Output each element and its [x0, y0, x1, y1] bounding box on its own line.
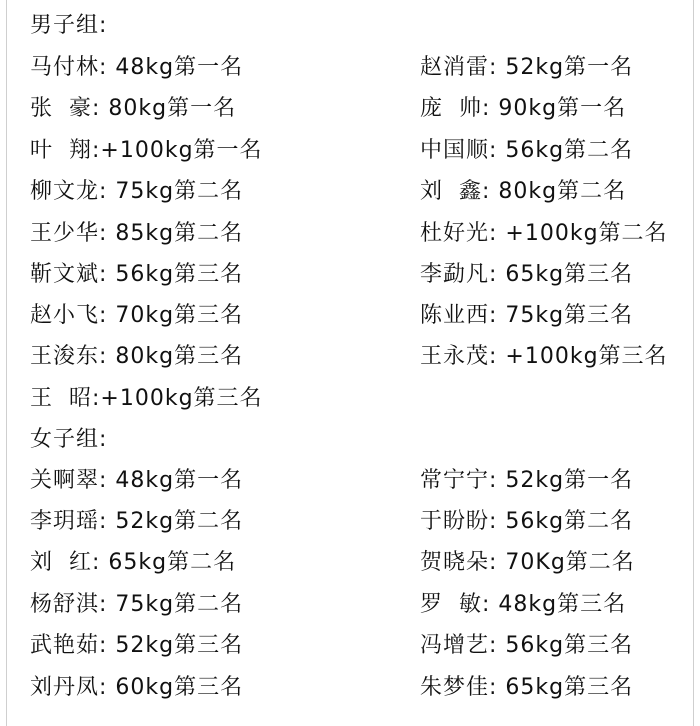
- men-left-row: 柳文龙: 75kg第二名: [30, 179, 244, 204]
- women-right-row: 罗 敏: 48kg第三名: [420, 592, 627, 617]
- women-right-row: 贺晓朵: 70Kg第二名: [420, 550, 635, 575]
- men-right-row: 李勐凡: 65kg第三名: [420, 262, 634, 287]
- women-left-row: 刘丹凤: 60kg第三名: [30, 675, 244, 700]
- men-right-row: 杜好光: +100kg第二名: [420, 221, 668, 246]
- women-right-row: 于盼盼: 56kg第二名: [420, 509, 634, 534]
- men-left-row: 靳文斌: 56kg第三名: [30, 262, 244, 287]
- men-left-row: 叶 翔:+100kg第一名: [30, 138, 263, 163]
- women-right-row: 常宁宁: 52kg第一名: [420, 468, 634, 493]
- men-right-row: 庞 帅: 90kg第一名: [420, 96, 627, 121]
- women-section-heading: 女子组:: [30, 427, 108, 452]
- men-left-row: 马付林: 48kg第一名: [30, 55, 244, 80]
- men-right-row: 刘 鑫: 80kg第二名: [420, 179, 627, 204]
- women-right-row: 朱梦佳: 65kg第三名: [420, 675, 634, 700]
- men-right-row: 赵消雷: 52kg第一名: [420, 55, 634, 80]
- men-left-row: 王 昭:+100kg第三名: [30, 386, 263, 411]
- men-left-row: 赵小飞: 70kg第三名: [30, 303, 244, 328]
- men-section-heading: 男子组:: [30, 13, 108, 38]
- men-left-row: 张 豪: 80kg第一名: [30, 96, 237, 121]
- men-right-row: 陈业西: 75kg第三名: [420, 303, 634, 328]
- women-left-row: 杨舒淇: 75kg第二名: [30, 592, 244, 617]
- women-right-row: 冯增艺: 56kg第三名: [420, 633, 634, 658]
- men-left-row: 王少华: 85kg第二名: [30, 221, 244, 246]
- men-left-row: 王浚东: 80kg第三名: [30, 344, 244, 369]
- women-left-row: 武艳茹: 52kg第三名: [30, 633, 244, 658]
- women-left-row: 李玥瑶: 52kg第二名: [30, 509, 244, 534]
- women-left-row: 关啊翠: 48kg第一名: [30, 468, 244, 493]
- men-right-row: 王永茂: +100kg第三名: [420, 344, 668, 369]
- men-right-row: 中国顺: 56kg第二名: [420, 138, 634, 163]
- women-left-row: 刘 红: 65kg第二名: [30, 550, 237, 575]
